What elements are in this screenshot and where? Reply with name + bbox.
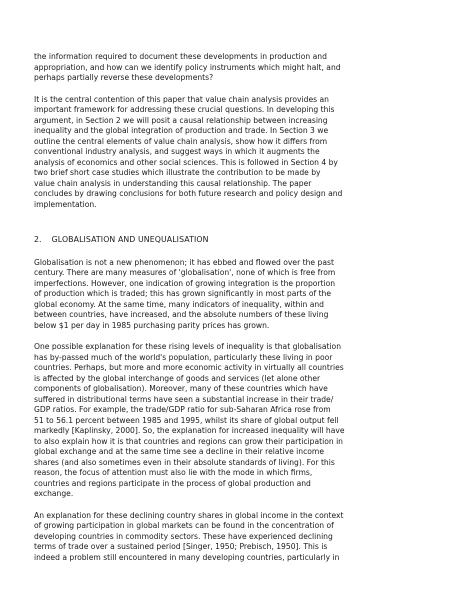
- text-line: to also explain how it is that countries and regions can grow their participation in: [34, 436, 343, 446]
- text-line: of growing participation in global markets can be found in the concentration of: [34, 521, 334, 530]
- text-line: argument, in Section 2 we will posit a causal relationship between increasing: [34, 115, 328, 125]
- section-title: GLOBALISATION AND UNEQUALISATION: [51, 235, 209, 244]
- text-line: 51 to 56.1 percent between 1985 and 1995, whilst its share of global output fell: [34, 415, 339, 425]
- text-line: conventional industry analysis, and suggest ways in which it augments the: [34, 147, 320, 156]
- paragraph-intro-continuation: [34, 52, 446, 84]
- text-line: is affected by the global interchange of goods and services (let alone other: [34, 373, 321, 383]
- text-line: implementation.: [34, 199, 97, 209]
- paragraph-central-contention: [34, 95, 446, 211]
- text-line: An explanation for these declining country shares in global income in the context: [34, 510, 344, 520]
- text-line: two brief short case studies which illustrate the contribution to be made by: [34, 168, 321, 177]
- text-line: suffered in distributional terms have seen a substantial increase in their trade/: [34, 394, 334, 404]
- text-line: countries. Perhaps, but more and more economic activity in virtually all countries: [34, 363, 344, 372]
- text-line: One possible explanation for these rising levels of inequality is that globalisation: [34, 342, 342, 351]
- text-line: between countries, have increased, and the absolute numbers of these living: [34, 310, 329, 319]
- text-line: outline the central elements of value chain analysis, show how it differs from: [34, 136, 328, 146]
- document-page: [34, 52, 446, 574]
- text-line: perhaps partially reverse these developments?: [34, 73, 214, 82]
- paragraph-explanation: [34, 342, 446, 500]
- text-line: markedly [Kaplinsky, 2000]. So, the explanation for increased inequality will have: [34, 426, 345, 435]
- paragraph-globalisation: [34, 258, 446, 332]
- text-line: shares (and also sometimes even in their absolute standards of living). For this: [34, 457, 335, 467]
- text-line: concludes by drawing conclusions for both future research and policy design and: [34, 189, 343, 198]
- text-line: indeed a problem still encountered in many developing countries, particularly in: [34, 552, 340, 562]
- paragraph-commodity-sectors: [34, 511, 446, 564]
- text-line: GDP ratios. For example, the trade/GDP ratio for sub-Saharan Africa rose from: [34, 405, 331, 414]
- text-line: Globalisation is not a new phenomenon; it has ebbed and flowed over the past: [34, 257, 334, 267]
- text-line: below $1 per day in 1985 purchasing parity prices has grown.: [34, 320, 270, 330]
- text-line: terms of trade over a sustained period [Singer, 1950; Prebisch, 1950]. This is: [34, 542, 328, 551]
- text-line: global economy. At the same time, many indicators of inequality, within and: [34, 299, 325, 309]
- text-line: components of globalisation). Moreover, many of these countries which have: [34, 384, 328, 393]
- text-line: the information required to document these developments in production and: [34, 52, 327, 61]
- text-line: important framework for addressing these crucial questions. In developing this: [34, 105, 335, 114]
- text-line: inequality and the global integration of production and trade. In Section 3 we: [34, 126, 329, 135]
- text-line: has by-passed much of the world's population, particularly these living in poor: [34, 352, 333, 362]
- text-line: global exchange and at the same time see a decline in their relative income: [34, 447, 324, 456]
- text-line: It is the central contention of this paper that value chain analysis provides an: [34, 94, 329, 104]
- text-line: analysis of economics and other social sciences. This is followed in Section 4 by: [34, 157, 338, 167]
- text-line: century. There are many measures of 'globalisation', none of which is free from: [34, 268, 336, 277]
- section-number: 2.: [34, 235, 42, 244]
- text-line: reason, the focus of attention must also lie with the mode in which firms,: [34, 468, 313, 477]
- text-line: of production which is traded; this has grown significantly in most parts of the: [34, 289, 332, 298]
- section-heading: [34, 235, 446, 246]
- text-line: exchange.: [34, 489, 74, 498]
- text-line: appropriation, and how can we identify policy instruments which might halt, and: [34, 62, 341, 72]
- text-line: developing countries in commodity sectors. These have experienced declining: [34, 531, 333, 541]
- text-line: value chain analysis in understanding this causal relationship. The paper: [34, 178, 312, 188]
- text-line: countries and regions participate in the process of global production and: [34, 478, 311, 488]
- text-line: imperfections. However, one indication of growing integration is the proportion: [34, 278, 336, 288]
